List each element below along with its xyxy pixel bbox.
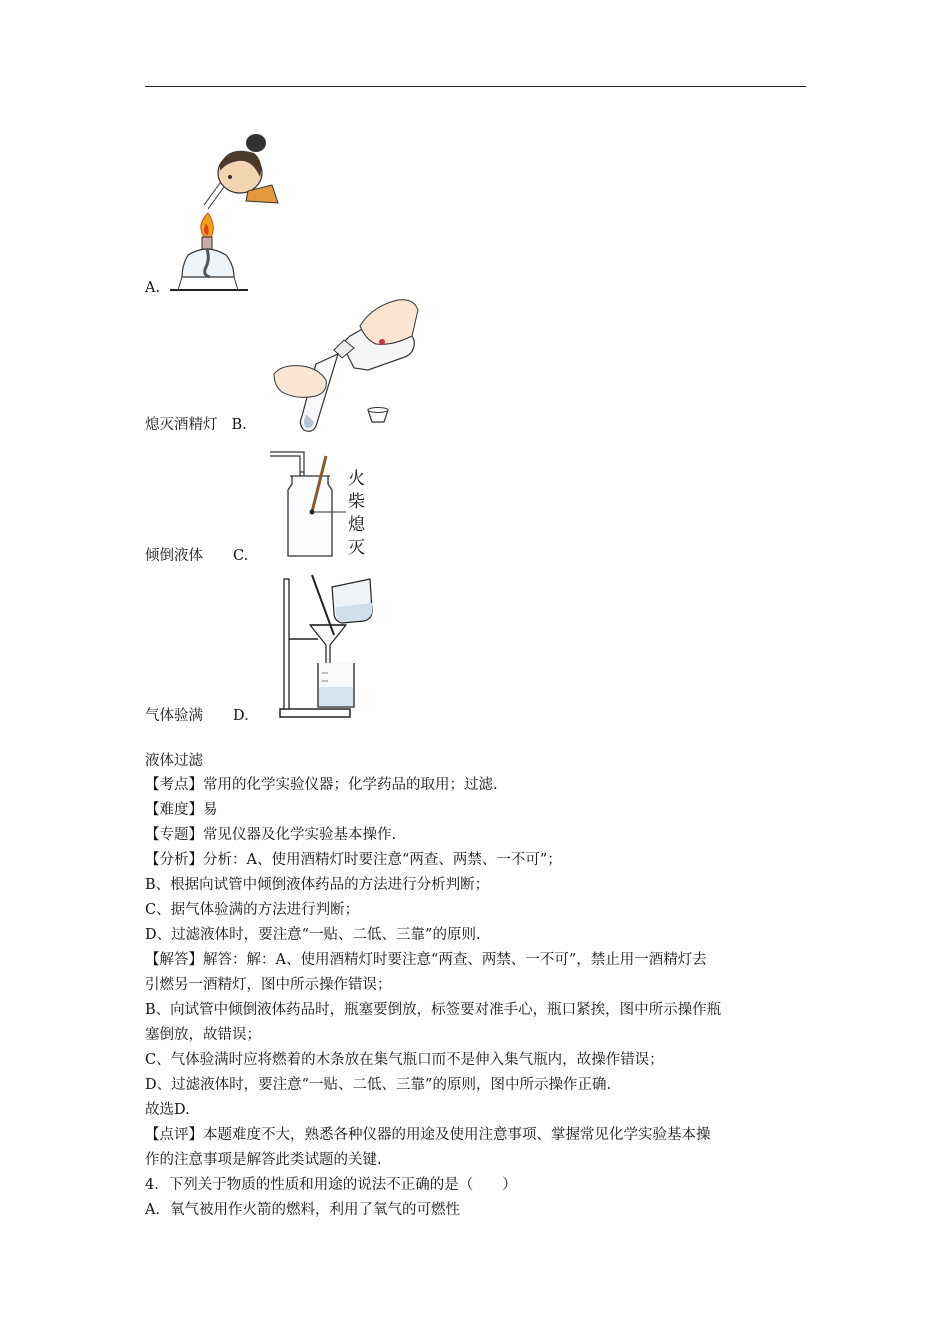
dianping-line-2: 作的注意事项是解答此类试题的关键. xyxy=(145,1152,382,1168)
option-d-label: D. xyxy=(233,708,249,724)
figure-d-filtration xyxy=(268,573,383,723)
jieda-line-6: D、过滤液体时，要注意“一贴、二低、三靠”的原则，图中所示操作正确. xyxy=(145,1077,612,1093)
option-b-caption-and-c-label xyxy=(145,546,248,566)
figure-c-annotation xyxy=(348,468,365,560)
option-c-label: C. xyxy=(233,548,249,564)
jieda-line-1: 【解答】解答：解：A、使用酒精灯时要注意“两查、两禁、一不可”，禁止用一酒精灯去 xyxy=(145,952,707,968)
header-rule xyxy=(145,86,806,87)
jieda-line-2: 引燃另一酒精灯，图中所示操作错误； xyxy=(145,977,392,993)
dianping-line-1: 【点评】本题难度不大，熟悉各种仪器的用途及使用注意事项、掌握常见化学实验基本操 xyxy=(145,1127,711,1143)
option-a-caption-and-b-label xyxy=(145,415,247,435)
fenxi-line-1: 【分析】分析：A、使用酒精灯时要注意“两查、两禁、一不可”； xyxy=(145,852,562,868)
zhuanti-line: 【专题】常见仪器及化学实验基本操作. xyxy=(145,827,397,843)
nandu-line: 【难度】易 xyxy=(145,802,218,818)
jieda-line-4: 塞倒放，故错误； xyxy=(145,1027,261,1043)
answer-line: 故选D. xyxy=(145,1102,190,1118)
fenxi-line-4: D、过滤液体时，要注意“一贴、二低、三靠”的原则. xyxy=(145,927,481,943)
annot-char-2: 柴 xyxy=(348,492,365,512)
option-a-caption: 熄灭酒精灯 xyxy=(145,417,218,433)
option-d-caption: 液体过滤 xyxy=(145,753,203,769)
option-c-caption: 气体验满 xyxy=(145,708,203,724)
annot-char-3: 熄 xyxy=(348,515,365,535)
question-4-option-a: A．氧气被用作火箭的燃料，利用了氧气的可燃性 xyxy=(145,1202,460,1218)
figure-b-pouring-liquid xyxy=(272,296,422,434)
option-b-caption: 倾倒液体 xyxy=(145,548,203,564)
jieda-line-3: B、向试管中倾倒液体药品时，瓶塞要倒放，标签要对准手心，瓶口紧挨，图中所示操作瓶 xyxy=(145,1002,722,1018)
option-a-label: A. xyxy=(145,280,161,296)
fenxi-line-3: C、据气体验满的方法进行判断； xyxy=(145,902,360,918)
figure-a-alcohol-lamp xyxy=(168,125,283,297)
kaodian-line: 【考点】常用的化学实验仪器；化学药品的取用；过滤. xyxy=(145,777,498,793)
annot-char-1: 火 xyxy=(348,469,365,489)
jieda-line-5: C、气体验满时应将燃着的木条放在集气瓶口而不是伸入集气瓶内，故操作错误； xyxy=(145,1052,664,1068)
annot-char-4: 灭 xyxy=(348,538,365,558)
option-b-label: B. xyxy=(231,417,247,433)
question-4-stem: 4．下列关于物质的性质和用途的说法不正确的是（ ） xyxy=(145,1177,517,1193)
option-c-caption-and-d-label xyxy=(145,706,249,726)
fenxi-line-2: B、根据向试管中倾倒液体药品的方法进行分析判断； xyxy=(145,877,490,893)
